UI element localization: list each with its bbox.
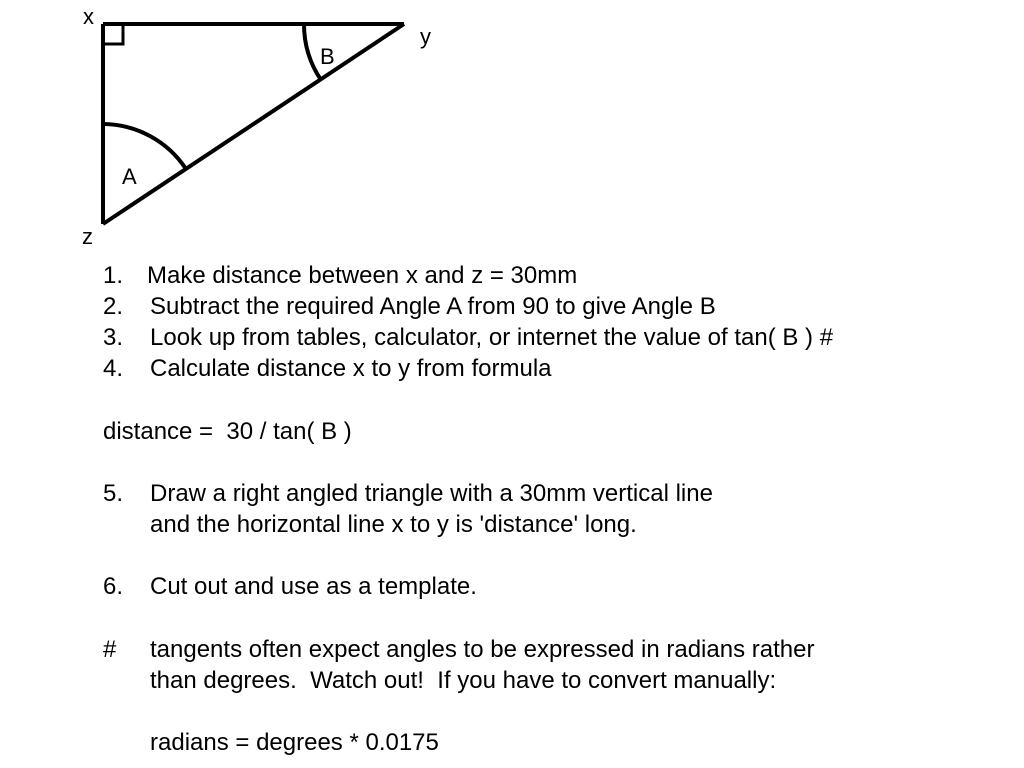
step-1-number: 1. <box>103 262 124 289</box>
angle-b-arc <box>304 24 321 80</box>
step-1-text: Make distance between x and z = 30mm <box>147 262 578 289</box>
step-4-text: Calculate distance x to y from formula <box>150 355 552 382</box>
note-line-1: tangents often expect angles to be expressed in radians rather <box>150 636 815 663</box>
step-6-text: Cut out and use as a template. <box>150 573 477 600</box>
step-6-number: 6. <box>103 573 124 600</box>
right-angle-marker <box>103 24 123 44</box>
step-4-number: 4. <box>103 355 124 382</box>
step-3-text: Look up from tables, calculator, or internet the value of tan( B ) # <box>150 324 834 351</box>
angle-b-label: B <box>320 44 335 69</box>
radians-conversion: radians = degrees * 0.0175 <box>150 729 439 756</box>
vertex-y-label: y <box>420 24 431 49</box>
angle-a-arc <box>103 124 186 169</box>
step-5-line-2: and the horizontal line x to y is 'distance' long. <box>150 511 637 538</box>
step-5-line-1: Draw a right angled triangle with a 30mm vertical line <box>150 480 713 507</box>
step-2-number: 2. <box>103 293 124 320</box>
step-5-number: 5. <box>103 480 124 507</box>
step-3-number: 3. <box>103 324 124 351</box>
vertex-x-label: x <box>83 4 94 29</box>
step-2-text: Subtract the required Angle A from 90 to give Angle B <box>150 293 716 320</box>
distance-formula: distance = 30 / tan( B ) <box>103 418 352 445</box>
note-line-2: than degrees. Watch out! If you have to convert manually: <box>150 667 777 694</box>
triangle-svg <box>0 0 1024 260</box>
side-z-to-y <box>103 24 404 224</box>
triangle-diagram <box>0 0 1024 260</box>
vertex-z-label: z <box>82 224 93 249</box>
note-marker: # <box>103 636 117 663</box>
angle-a-label: A <box>122 164 137 189</box>
